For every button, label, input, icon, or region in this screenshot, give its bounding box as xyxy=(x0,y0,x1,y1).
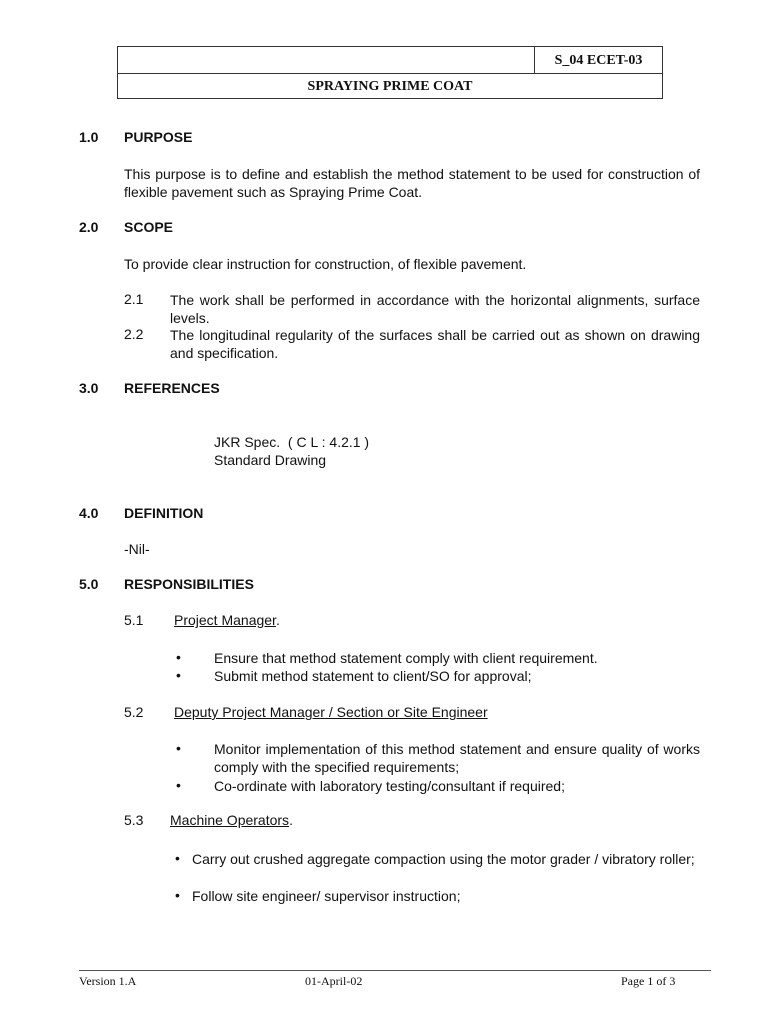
section-title-responsibilities: RESPONSIBILITIES xyxy=(124,576,254,592)
role-number: 5.3 xyxy=(124,812,144,828)
role-heading-project-manager xyxy=(174,612,280,628)
bullet-text: Co-ordinate with laboratory testing/consultant if required; xyxy=(214,778,565,794)
definition-text: -Nil- xyxy=(124,541,150,557)
header-row-top xyxy=(118,47,662,74)
section-number-purpose: 1.0 xyxy=(79,129,99,145)
bullet-icon: • xyxy=(176,740,181,756)
role-suffix: . xyxy=(275,612,280,628)
purpose-text: This purpose is to define and establish the method statement to be used for construction of flexible pavement such as Spraying Prime Coat. xyxy=(124,166,700,200)
bullet-icon: • xyxy=(175,887,180,903)
scope-item-2-text: The longitudinal regularity of the surfaces shall be carried out as shown on drawing and specification. xyxy=(170,327,700,361)
footer-page-number: Page 1 of 3 xyxy=(621,974,676,988)
scope-item-number: 2.2 xyxy=(124,326,144,342)
purpose-paragraph xyxy=(124,165,700,201)
bullet-icon: • xyxy=(176,777,181,793)
footer-version: Version 1.A xyxy=(79,974,137,988)
document-header-table xyxy=(117,46,663,99)
section-number-definition: 4.0 xyxy=(79,505,99,521)
scope-item-text xyxy=(170,326,700,362)
role-title: Machine Operators xyxy=(170,812,290,828)
bullet-text xyxy=(214,740,700,776)
role-number: 5.1 xyxy=(124,612,144,628)
scope-item-text xyxy=(170,291,700,327)
section-title-scope: SCOPE xyxy=(124,219,174,235)
bullet-text-content: Carry out crushed aggregate compaction using the motor grader / vibratory roller; xyxy=(192,851,695,867)
section-title-references: REFERENCES xyxy=(124,380,220,396)
section-number-references: 3.0 xyxy=(79,380,99,396)
role-title: Deputy Project Manager / Section or Site Engineer xyxy=(174,704,488,720)
footer-date: 01-April-02 xyxy=(305,974,363,988)
bullet-text xyxy=(192,850,700,868)
reference-item: JKR Spec. ( C L : 4.2.1 ) xyxy=(214,434,370,450)
footer-divider xyxy=(79,970,711,971)
doc-code-cell xyxy=(534,47,662,73)
bullet-icon: • xyxy=(175,850,180,866)
role-suffix: . xyxy=(289,812,293,828)
section-number-scope: 2.0 xyxy=(79,219,99,235)
section-title-definition: DEFINITION xyxy=(124,505,204,521)
bullet-text-content: Monitor implementation of this method statement and ensure quality of works comply with the specified requirements; xyxy=(214,741,700,775)
scope-item-number: 2.1 xyxy=(124,291,144,307)
doc-title: SPRAYING PRIME COAT xyxy=(307,79,473,94)
reference-item: Standard Drawing xyxy=(214,452,327,468)
bullet-icon: • xyxy=(176,649,181,665)
role-heading-deputy-pm xyxy=(174,704,488,720)
bullet-icon: • xyxy=(176,667,181,683)
bullet-text: Follow site engineer/ supervisor instruction; xyxy=(192,888,461,904)
scope-item-1-text: The work shall be performed in accordance with the horizontal alignments, surface levels. xyxy=(170,292,700,326)
scope-paragraph: To provide clear instruction for construction, of flexible pavement. xyxy=(124,256,527,272)
doc-code: S_04 ECET-03 xyxy=(554,53,643,68)
role-title: Project Manager xyxy=(174,612,276,628)
bullet-text: Ensure that method statement comply with client requirement. xyxy=(214,650,598,666)
section-title-purpose: PURPOSE xyxy=(124,129,193,145)
section-number-responsibilities: 5.0 xyxy=(79,576,99,592)
role-number: 5.2 xyxy=(124,704,144,720)
bullet-text: Submit method statement to client/SO for approval; xyxy=(214,668,532,684)
role-heading-machine-operators xyxy=(170,812,293,828)
